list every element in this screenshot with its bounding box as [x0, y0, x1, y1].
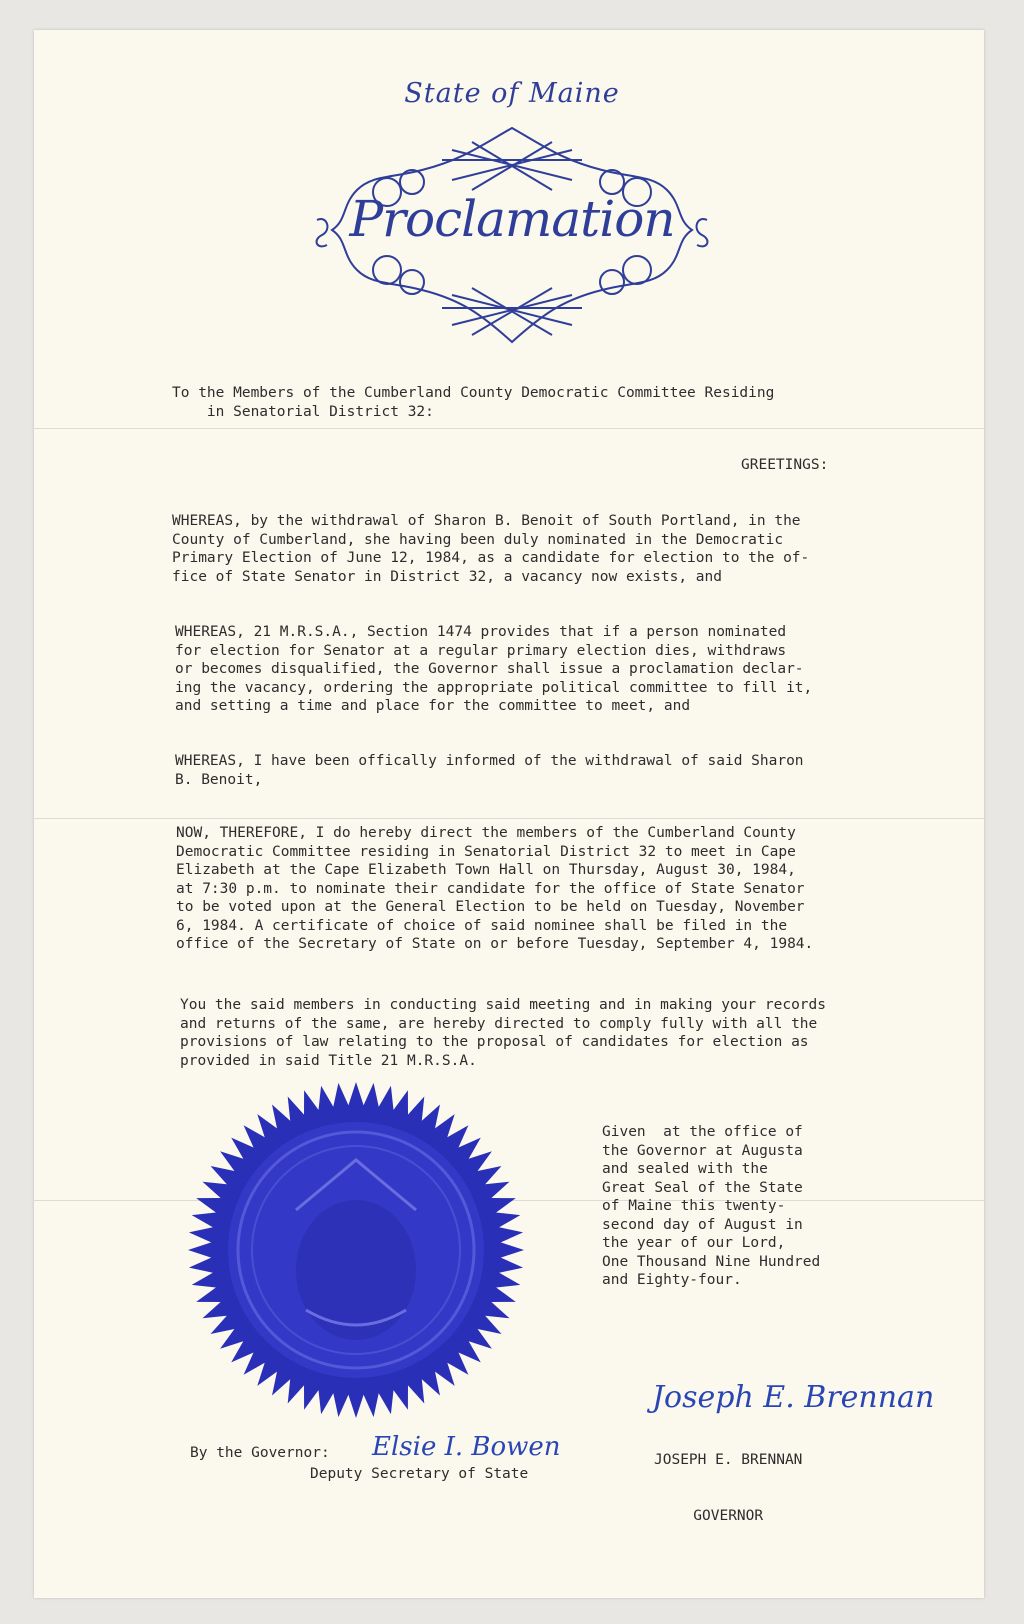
whereas-paragraph-1: WHEREAS, by the withdrawal of Sharon B. Benoit of South Portland, in the County of Cumberland, she having been duly nominated in the Democratic Primary Election of June 12, 1984, as a candidate for election to the of- fice of State Senator in District 32, a vacancy now exists, and	[172, 513, 810, 585]
greetings-text: GREETINGS:	[741, 457, 829, 473]
deputy-secretary-label: Deputy Secretary of State	[310, 1466, 529, 1482]
state-title: State of Maine	[404, 78, 620, 109]
fold-line	[34, 428, 984, 429]
governor-name	[654, 1414, 802, 1544]
directive-paragraph: You the said members in conducting said meeting and in making your records and returns of the same, are hereby directed to comply fully with all the provisions of law relating to the proposal of candidates for election as provided in said Title 21 M.R.S.A.	[180, 997, 827, 1069]
therefore-paragraph: NOW, THEREFORE, I do hereby direct the members of the Cumberland County Democratic Committee residing in Senatorial District 32 to meet in Cape Elizabeth at the Cape Elizabeth Town Hall on Thursday, August 30, 1984, at 7:30 p.m. to nominate their candidate for the office of State Senator to be voted upon at the General Election to be held on Tuesday, November 6, 1984. A certificate of choice of said nominee shall be filed in the office of the Secretary of State on or before Tuesday, September 4, 1984.	[176, 825, 814, 952]
given-text: Given at the office of the Governor at Augusta and sealed with the Great Seal of the State of Maine this twenty- second day of August in the year of our Lord, One Thousand Nine Hundred and Eighty-four.	[602, 1124, 821, 1288]
governor-title: GOVERNOR	[693, 1507, 764, 1524]
governor-signature: Joseph E. Brennan	[652, 1380, 935, 1415]
fold-line	[34, 818, 984, 819]
by-the-governor-label: By the Governor:	[190, 1445, 330, 1461]
governor-name-text: JOSEPH E. BRENNAN	[654, 1452, 803, 1468]
great-seal-icon	[186, 1080, 526, 1420]
deputy-signature: Elsie I. Bowen	[372, 1432, 561, 1462]
whereas-paragraph-2: WHEREAS, 21 M.R.S.A., Section 1474 provides that if a person nominated for election for Senator at a regular primary election dies, withdraws or becomes disqualified, the Governor shall issue a proclamation declar- ing the vacancy, ordering the appropriate political committee to fill it, and setting a time and place for the committee to meet, and	[175, 624, 813, 714]
proclamation-title: Proclamation	[349, 190, 675, 248]
whereas-paragraph-3: WHEREAS, I have been offically informed of the withdrawal of said Sharon B. Benoit,	[175, 753, 804, 788]
address-line: To the Members of the Cumberland County Democratic Committee Residing in Senatorial District 32:	[172, 385, 775, 420]
